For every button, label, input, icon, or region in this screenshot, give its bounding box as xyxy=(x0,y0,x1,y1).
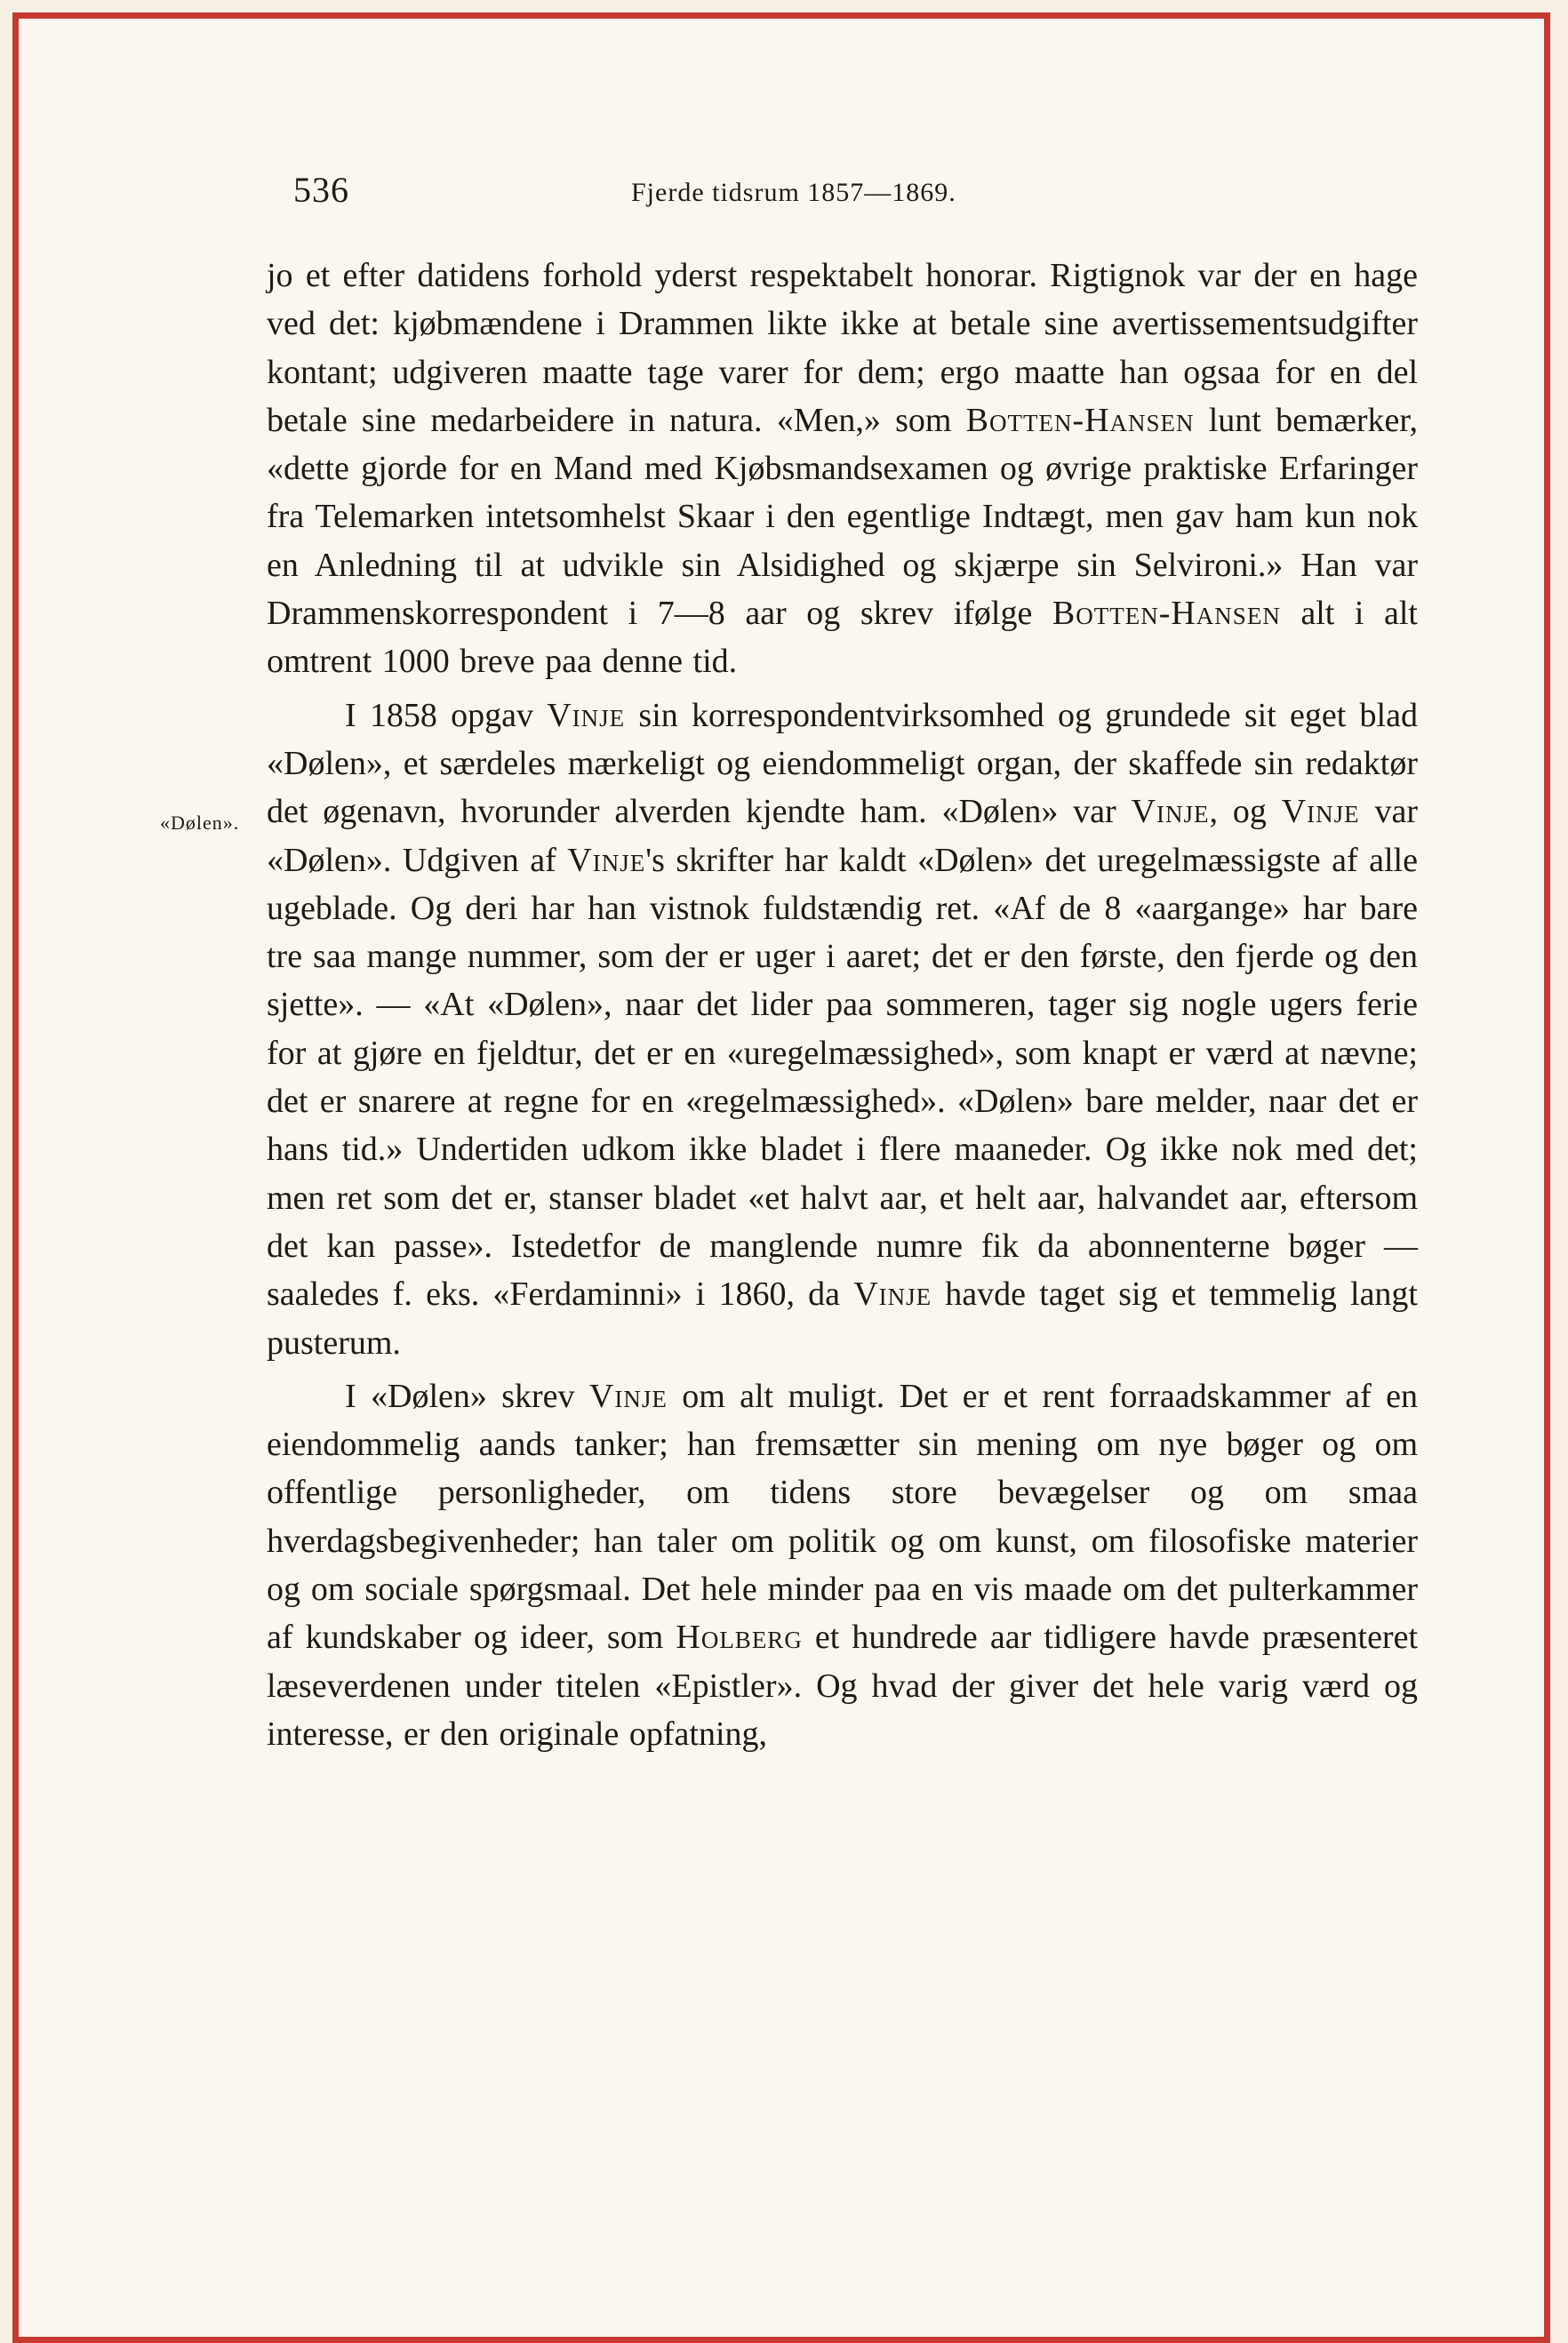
person-name: Vinje xyxy=(547,696,626,734)
text-run: om alt muligt. Det er et rent forraadskammer af en eiendommelig aands tanker; han fremsætter sin mening om nye bøger og om offentlige personligheder, om tidens store bevægelser og om smaa hverdagsbegivenheder; han taler om politik og om kunst, om filosofiske materier og om sociale spørgsmaal. Det hele minder paa en vis maade om det pulterkammer af kundskaber og ideer, som xyxy=(267,1377,1418,1657)
body-text xyxy=(267,252,1418,1758)
person-name: Vinje xyxy=(588,1377,668,1415)
text-run: sin korrespondentvirksomhed og grundede sit eget blad «Dølen», et særdeles mærkeligt og eiendommeligt organ, der skaffede sin redaktør det øgenavn, hvorunder alverden kjendte ham. «Dølen» var xyxy=(267,696,1418,831)
person-name: Holberg xyxy=(676,1619,803,1657)
margin-note: «Dølen». xyxy=(160,812,240,834)
text-run: alt i alt omtrent 1000 breve paa denne tid. xyxy=(267,595,1418,681)
paragraph-contents xyxy=(267,1372,1418,1758)
page-header xyxy=(293,169,1396,222)
text-run: , og xyxy=(1209,793,1282,831)
text-run: 's skrifter har kaldt «Dølen» det uregelmæssigste af alle ugeblade. Og deri har han vistnok fuldstændig ret. «Af de 8 «aargange» har bare tre saa mange nummer, som der er uger i aaret; det er den første, den fjerde og den sjette». — «At «Dølen», naar det lider paa sommeren, tager sig nogle ugers ferie for at gjøre en fjeldtur, det er en «uregelmæssighed», som knapt er værd at nævne; det er snarere at regne for en «regelmæssighed». «Dølen» bare melder, naar det er hans tid.» Undertiden udkom ikke bladet i flere maaneder. Og ikke nok med det; men ret som det er, stanser bladet «et halvt aar, et helt aar, halvandet aar, eftersom det kan passe». Istedetfor de manglende numre fik da abonnenterne bøger — saaledes f. eks. «Ferdaminni» i 1860, da xyxy=(267,841,1418,1314)
text-run: I «Dølen» skrev xyxy=(345,1377,589,1415)
text-run: havde taget sig et temmelig langt pusterum. xyxy=(267,1275,1418,1362)
running-head: Fjerde tidsrum 1857—1869. xyxy=(631,178,956,207)
text-run: var «Dølen». Udgiven af xyxy=(267,793,1418,879)
person-name: Botten-Hansen xyxy=(1052,595,1281,633)
text-run: lunt bemærker, «dette gjorde for en Mand med Kjøbsmandsexamen og øvrige praktiske Erfaringer fra Telemarken intetsomhelst Skaar i den egentlige Indtægt, men gav ham kun nok en Anledning til at udvikle sin Alsidighed og skjærpe sin Selvironi.» Han var Drammenskorrespondent i 7—8 aar og skrev ifølge xyxy=(267,401,1418,633)
text-run: et hundrede aar tidligere havde præsenteret læseverdenen under titelen «Epistler». Og hvad der giver det hele varig værd og interesse, er den originale opfatning, xyxy=(267,1619,1419,1753)
person-name: Vinje xyxy=(567,841,646,879)
paragraph-continued xyxy=(267,252,1418,686)
text-run: I 1858 opgav xyxy=(345,696,548,734)
paragraph-doelen xyxy=(267,692,1418,1367)
text-run: jo et efter datidens forhold yderst respektabelt honorar. Rigtignok var der en hage ved det: kjøbmændene i Drammen likte ikke at betale sine avertissementsudgifter kontant; udgiveren maatte tage varer for dem; ergo maatte han ogsaa for en del betale sine medarbeidere in natura. «Men,» som xyxy=(267,257,1418,439)
person-name: Vinje xyxy=(1131,793,1210,831)
person-name: Vinje xyxy=(853,1275,932,1314)
person-name: Vinje xyxy=(1281,793,1360,831)
page-number: 536 xyxy=(293,170,349,210)
person-name: Botten-Hansen xyxy=(965,401,1195,439)
